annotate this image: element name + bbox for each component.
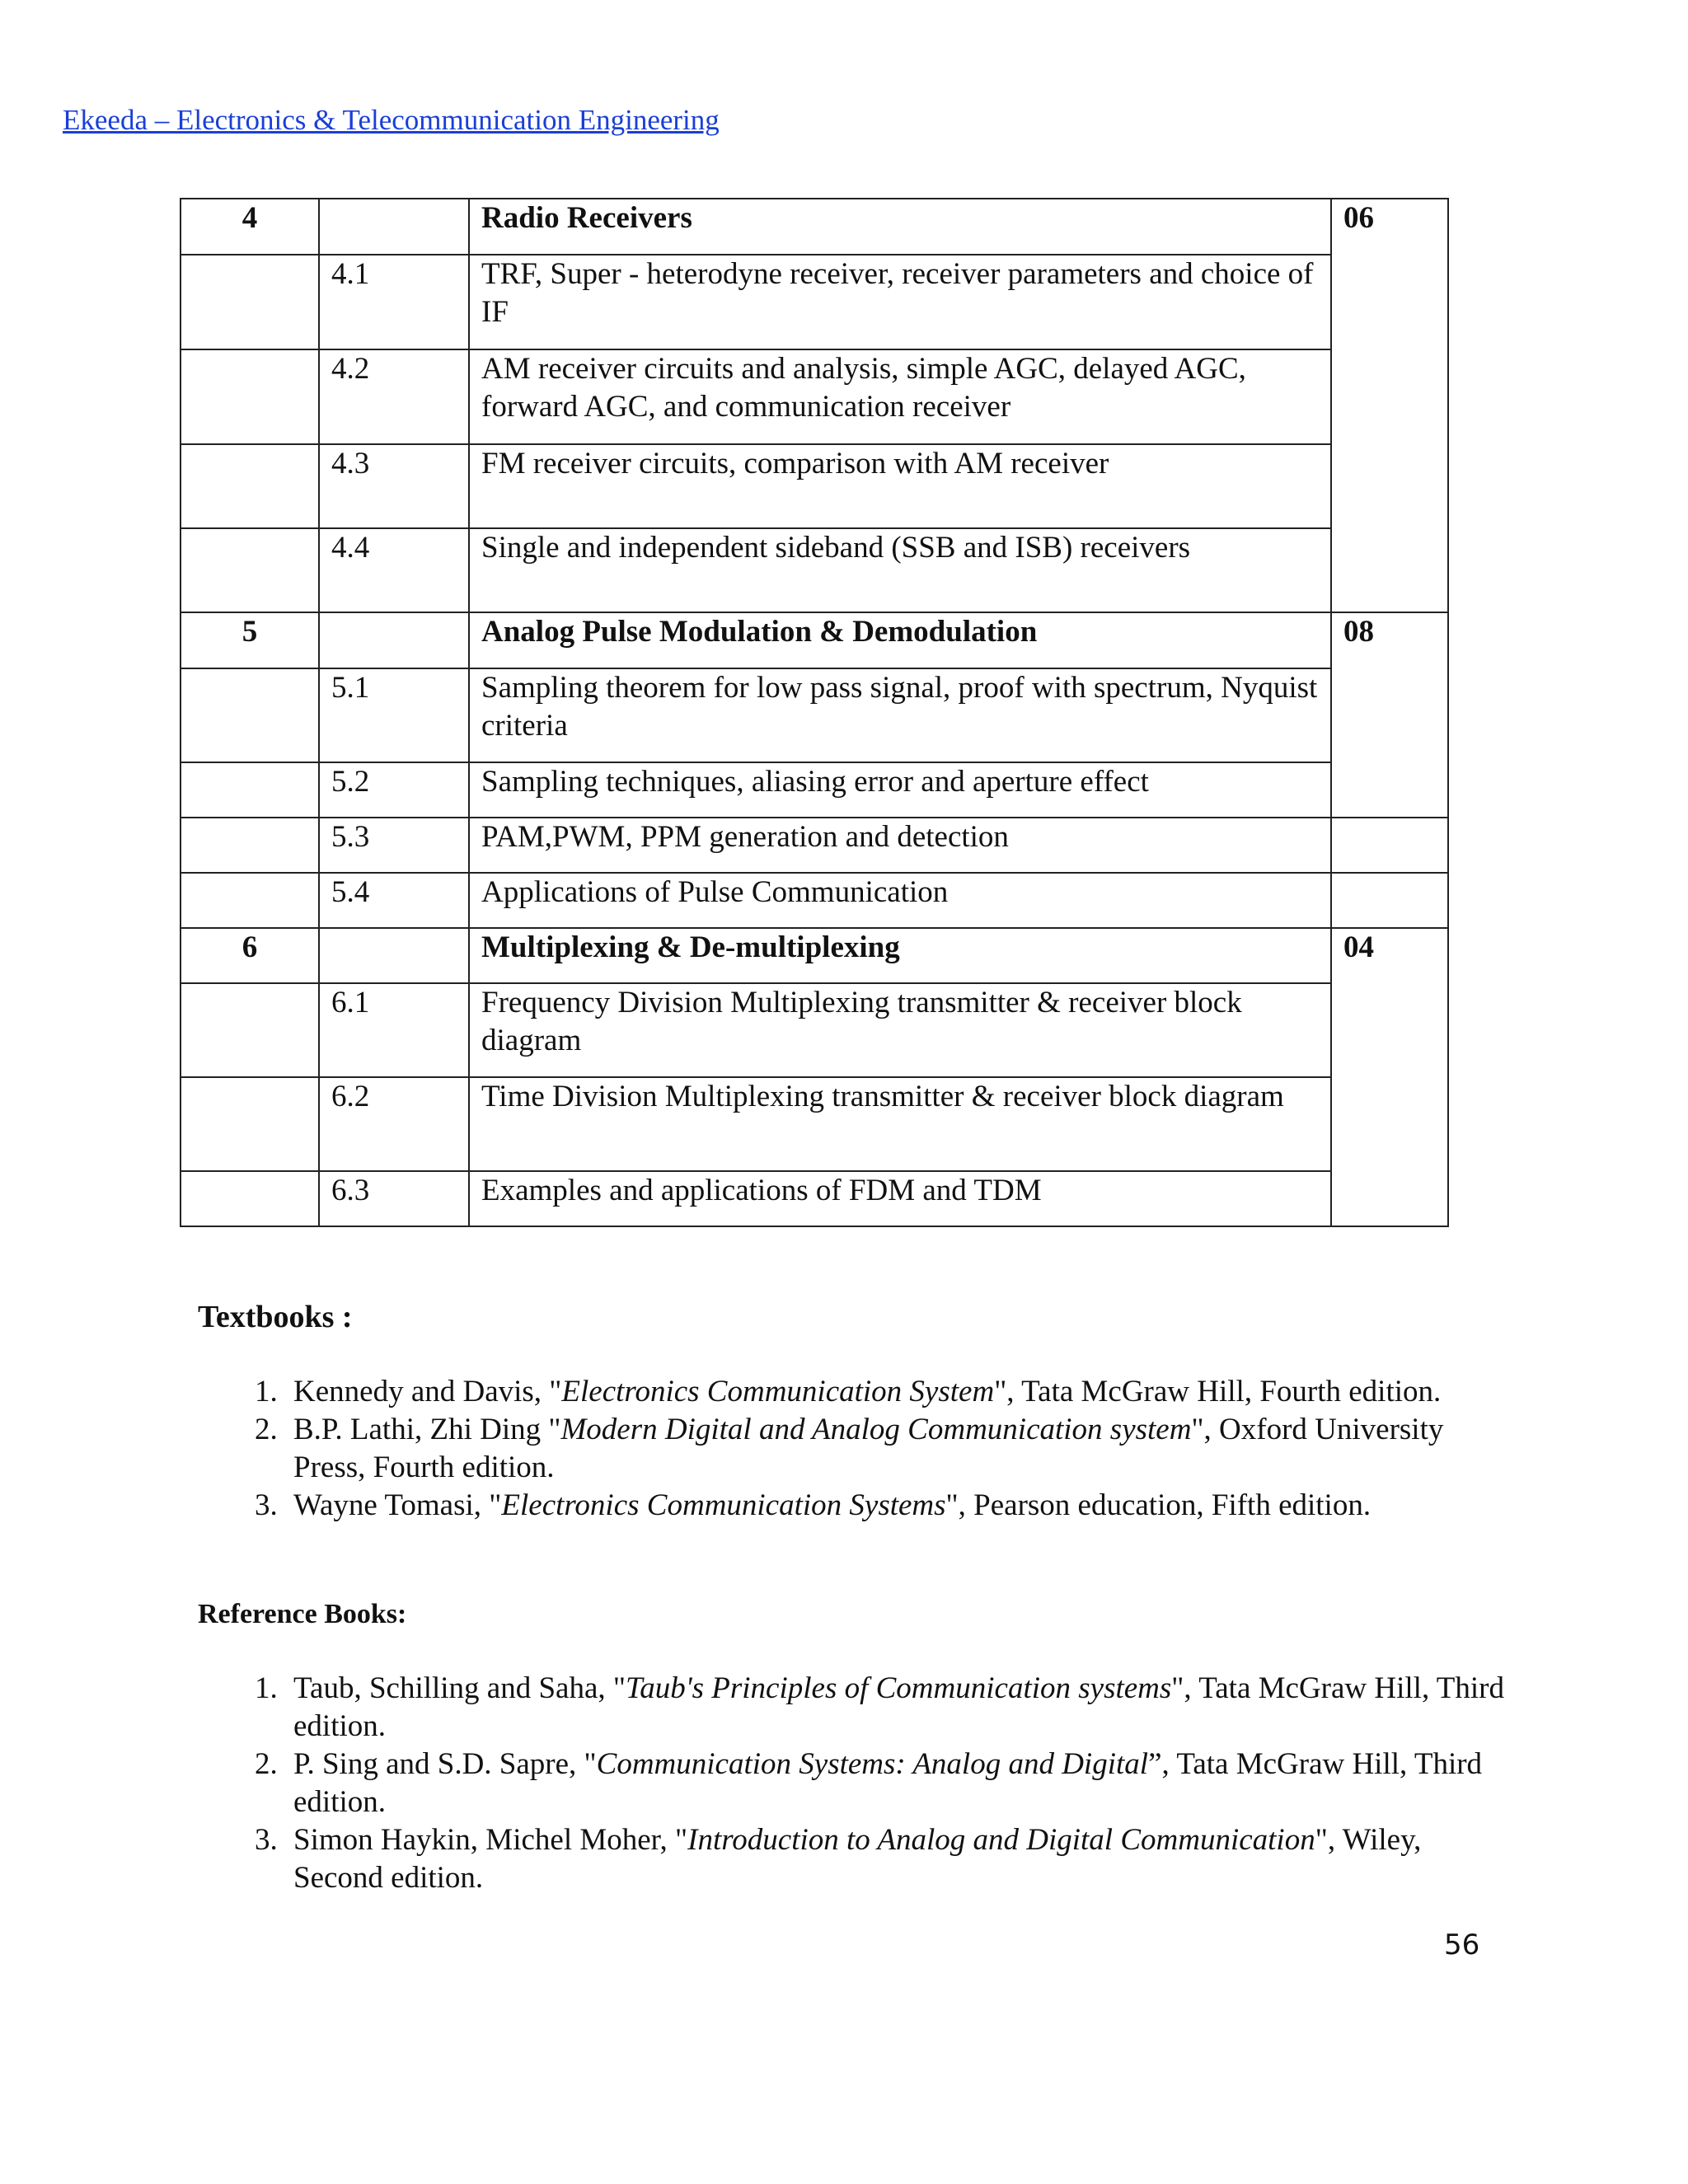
topic-text: FM receiver circuits, comparison with AM receiver — [469, 444, 1331, 528]
module-number: 5 — [181, 612, 319, 668]
textbooks-list — [234, 1373, 1505, 1525]
book-title: Introduction to Analog and Digital Communication — [687, 1823, 1315, 1857]
reference-item: 2. P. Sing and S.D. Sapre, "Communication Systems: Analog and Digital”, Tata McGraw Hill, Third edition. — [285, 1746, 1505, 1821]
module-hours: 04 — [1331, 928, 1448, 1226]
topic-row — [181, 762, 1448, 818]
module-number: 6 — [181, 928, 319, 983]
topic-row — [181, 528, 1448, 612]
topic-text: Single and independent sideband (SSB and ISB) receivers — [469, 528, 1331, 612]
module-title: Multiplexing & De-multiplexing — [469, 928, 1331, 983]
topic-row — [181, 1077, 1448, 1171]
module-title: Analog Pulse Modulation & Demodulation — [469, 612, 1331, 668]
topic-number: 4.2 — [319, 349, 469, 444]
topic-text: Frequency Division Multiplexing transmitter & receiver block diagram — [469, 983, 1331, 1077]
textbook-item: 1. Kennedy and Davis, "Electronics Communication System", Tata McGraw Hill, Fourth edition. — [285, 1373, 1505, 1411]
topic-text: AM receiver circuits and analysis, simple AGC, delayed AGC, forward AGC, and communication receiver — [469, 349, 1331, 444]
topic-row — [181, 818, 1448, 873]
book-title: Taub's Principles of Communication systems — [626, 1671, 1172, 1705]
header-link[interactable]: Ekeeda – Electronics & Telecommunication Engineering — [63, 104, 720, 136]
textbooks-heading: Textbooks : — [198, 1300, 353, 1334]
topic-text: TRF, Super - heterodyne receiver, receiver parameters and choice of IF — [469, 255, 1331, 349]
module-hours: 06 — [1331, 199, 1448, 612]
topic-number: 6.1 — [319, 983, 469, 1077]
textbook-item: 3. Wayne Tomasi, "Electronics Communication Systems", Pearson education, Fifth edition. — [285, 1487, 1505, 1525]
topic-text: Sampling techniques, aliasing error and aperture effect — [469, 762, 1331, 818]
topic-number: 5.2 — [319, 762, 469, 818]
topic-text: Examples and applications of FDM and TDM — [469, 1171, 1331, 1226]
syllabus-table — [180, 198, 1449, 1227]
topic-text: Applications of Pulse Communication — [469, 873, 1331, 928]
topic-text: PAM,PWM, PPM generation and detection — [469, 818, 1331, 873]
topic-row — [181, 255, 1448, 349]
topic-row — [181, 349, 1448, 444]
module-number: 4 — [181, 199, 319, 255]
topic-number: 5.4 — [319, 873, 469, 928]
reference-item: 1. Taub, Schilling and Saha, "Taub's Principles of Communication systems", Tata McGraw Hill, Third edition. — [285, 1670, 1505, 1746]
topic-number: 5.3 — [319, 818, 469, 873]
module-title: Radio Receivers — [469, 199, 1331, 255]
topic-number: 4.3 — [319, 444, 469, 528]
module-hours: 08 — [1331, 612, 1448, 818]
topic-number: 5.1 — [319, 668, 469, 762]
topic-number: 4.4 — [319, 528, 469, 612]
page-number: 56 — [1444, 1929, 1480, 1961]
topic-text: Time Division Multiplexing transmitter & receiver block diagram — [469, 1077, 1331, 1171]
reference-books-heading: Reference Books: — [198, 1599, 407, 1629]
book-title: Communication Systems: Analog and Digital — [596, 1747, 1149, 1781]
topic-number: 6.2 — [319, 1077, 469, 1171]
module-row — [181, 612, 1448, 668]
topic-row — [181, 873, 1448, 928]
topic-number: 4.1 — [319, 255, 469, 349]
textbook-item: 2. B.P. Lathi, Zhi Ding "Modern Digital and Analog Communication system", Oxford University Press, Fourth edition. — [285, 1411, 1505, 1487]
topic-text: Sampling theorem for low pass signal, proof with spectrum, Nyquist criteria — [469, 668, 1331, 762]
book-title: Electronics Communication Systems — [501, 1488, 946, 1522]
book-title: Electronics Communication System — [561, 1375, 995, 1408]
topic-row — [181, 444, 1448, 528]
topic-row — [181, 1171, 1448, 1226]
reference-books-list — [234, 1670, 1505, 1897]
module-row — [181, 928, 1448, 983]
book-title: Modern Digital and Analog Communication system — [560, 1413, 1192, 1446]
topic-number: 6.3 — [319, 1171, 469, 1226]
topic-row — [181, 668, 1448, 762]
topic-row — [181, 983, 1448, 1077]
reference-item: 3. Simon Haykin, Michel Moher, "Introduction to Analog and Digital Communication", Wiley, Second edition. — [285, 1821, 1505, 1897]
module-row — [181, 199, 1448, 255]
